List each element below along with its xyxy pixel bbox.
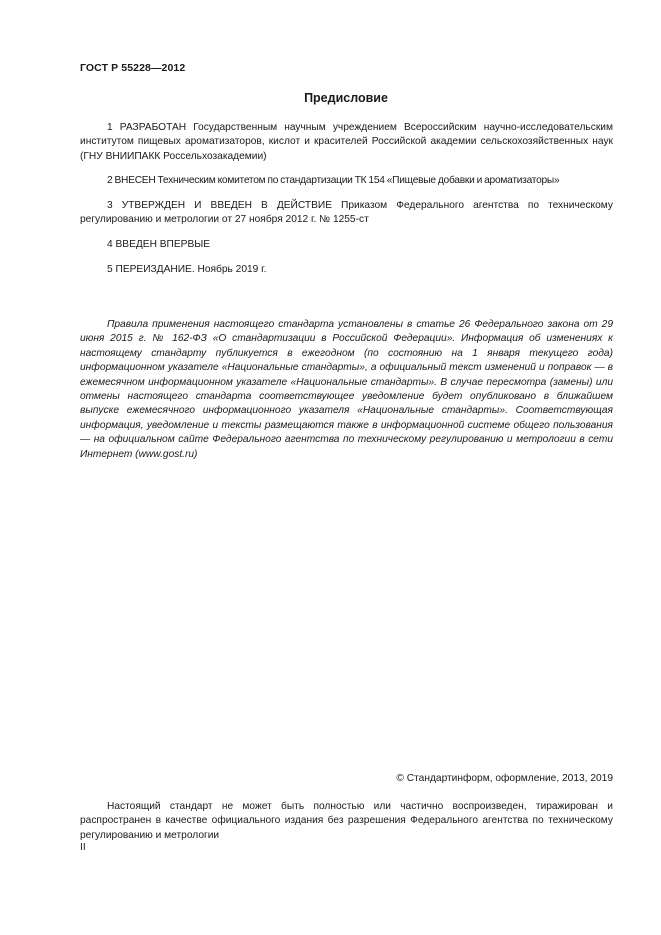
foreword-item-1: 1 РАЗРАБОТАН Государственным научным учреждением Всероссийским научно-исследовательским институтом пищевых ароматизаторов, кислот и красителей Российской академии сельскохозяйственных наук (ГНУ ВНИИПАКК Россельхозакадемии) [80,122,613,162]
copyright-line: © Стандартинформ, оформление, 2013, 2019 [396,773,613,784]
standard-application-rules-notice: Правила применения настоящего стандарта установлены в статье 26 Федерального закона от 29 июня 2015 г. № 162-ФЗ «О стандартизации в Российской Федерации». Информация об изменениях к настоящему стандарту публикуется в ежегодном (по состоянию на 1 января текущего года) информационном указателе «Национальные стандарты», а официальный текст изменений и поправок — в ежемесячном информационном указателе «Национальные стандарты». В случае пересмотра (замены) или отмены настоящего стандарта соответствующее уведомление будет опубликовано в ближайшем выпуске ежемесячного информационного указателя «Национальные стандарты». Соответствующая информация, уведомление и тексты размещаются также в информационной системе общего пользования — на официальном сайте Федерального агентства по техническому регулированию и метрологии в сети Интернет (www.gost.ru) [80,319,613,460]
foreword-item-5: 5 ПЕРЕИЗДАНИЕ. Ноябрь 2019 г. [107,264,267,275]
foreword-title: Предисловие [304,91,388,105]
document-code-header: ГОСТ Р 55228—2012 [80,62,186,74]
foreword-item-3: 3 УТВЕРЖДЕН И ВВЕДЕН В ДЕЙСТВИЕ Приказом Федерального агентства по техническому регулированию и метрологии от 27 ноября 2012 г. № 1255-ст [80,200,613,226]
page-number: II [80,842,86,853]
foreword-item-4: 4 ВВЕДЕН ВПЕРВЫЕ [107,239,211,250]
reproduction-restriction-notice: Настоящий стандарт не может быть полностью или частично воспроизведен, тиражирован и распространен в качестве официального издания без разрешения Федерального агентства по техническому регулированию и метрологии [80,801,613,841]
foreword-item-2: 2 ВНЕСЕН Техническим комитетом по стандартизации ТК 154 «Пищевые добавки и ароматизаторы» [107,175,560,186]
